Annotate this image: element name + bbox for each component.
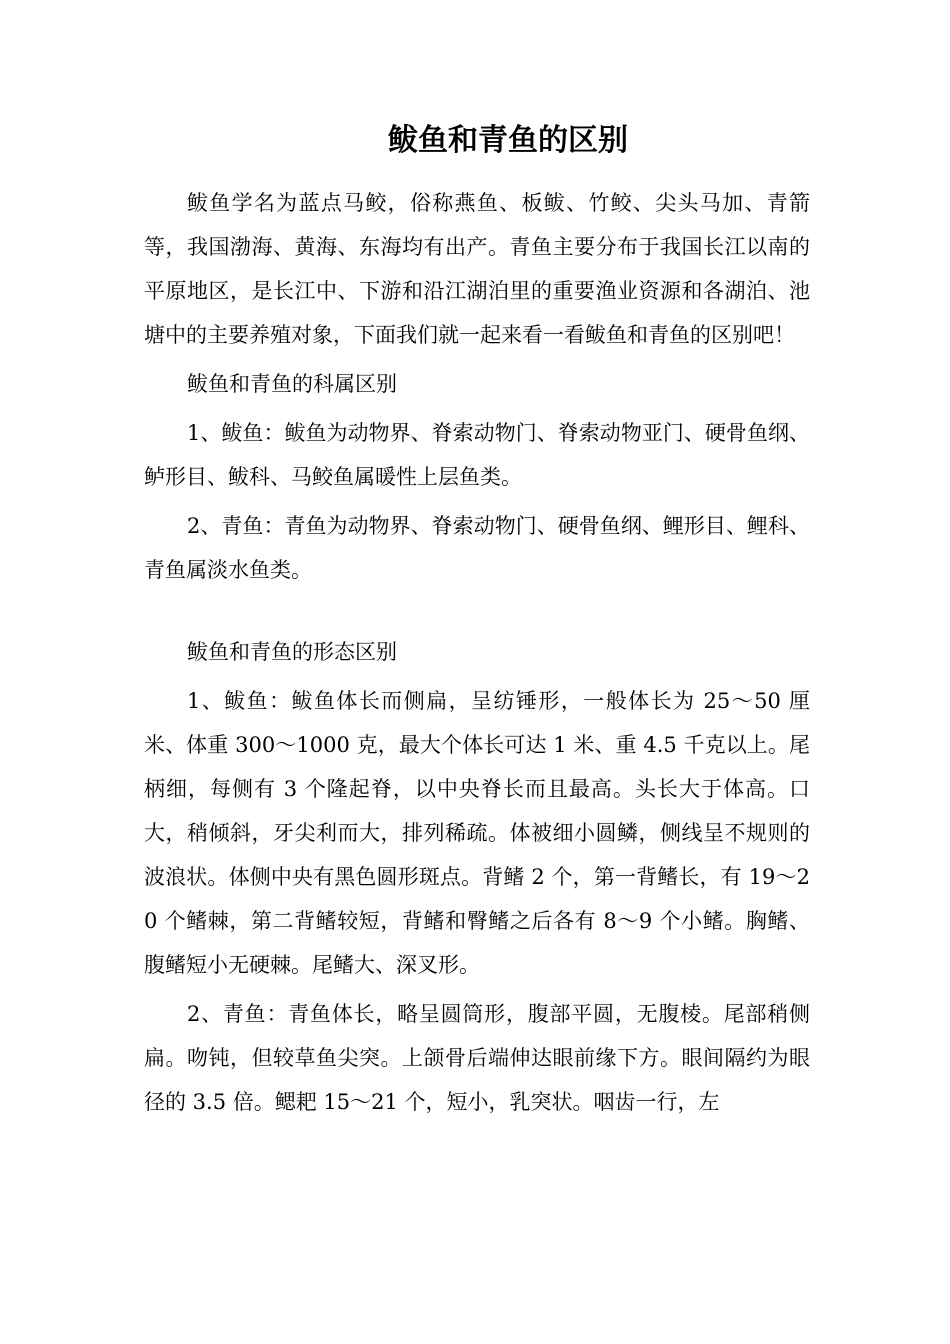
page-title: 鲅鱼和青鱼的区别: [388, 123, 628, 158]
classification-qingyu-paragraph: 2、青鱼：青鱼为动物界、脊索动物门、硬骨鱼纲、鲤形目、鲤科、青鱼属淡水鱼类。: [144, 514, 810, 582]
intro-paragraph: 鲅鱼学名为蓝点马鲛，俗称燕鱼、板鲅、竹鲛、尖头马加、青箭等，我国渤海、黄海、东海均有出产。青鱼主要分布于我国长江以南的平原地区，是长江中、下游和沿江湖泊里的重要渔业资源和各湖泊、池塘中的主要养殖对象，下面我们就一起来看一看鲅鱼和青鱼的区别吧！: [144, 191, 810, 347]
section-heading-classification: 鲅鱼和青鱼的科属区别: [187, 372, 397, 396]
morphology-qingyu-paragraph: 2、青鱼：青鱼体长，略呈圆筒形，腹部平圆，无腹棱。尾部稍侧扁。吻钝，但较草鱼尖突。上颌骨后端伸达眼前缘下方。眼间隔约为眼径的 3.5 倍。鳃耙 15～21 个，短小，乳突状。咽齿一行，左: [144, 1002, 810, 1114]
morphology-bayu-paragraph: 1、鲅鱼：鲅鱼体长而侧扁，呈纺锤形，一般体长为 25～50 厘米、体重 300～1000 克，最大个体长可达 1 米、重 4.5 千克以上。尾柄细，每侧有 3 个隆起脊，以中央脊长而且最高。头长大于体高。口大，稍倾斜，牙尖利而大，排列稀疏。体被细小圆鳞，侧线呈不规则的波浪状。体侧中央有黑色圆形斑点。背鳍 2 个，第一背鳍长，有 19～20 个鳍棘，第二背鳍较短，背鳍和臀鳍之后各有 8～9 个小鳍。胸鳍、腹鳍短小无硬棘。尾鳍大、深叉形。: [144, 689, 810, 977]
section-heading-morphology: 鲅鱼和青鱼的形态区别: [187, 640, 397, 664]
document-body: [144, 181, 810, 1124]
classification-bayu-paragraph: 1、鲅鱼：鲅鱼为动物界、脊索动物门、脊索动物亚门、硬骨鱼纲、鲈形目、鲅科、马鲛鱼属暖性上层鱼类。: [144, 421, 810, 489]
